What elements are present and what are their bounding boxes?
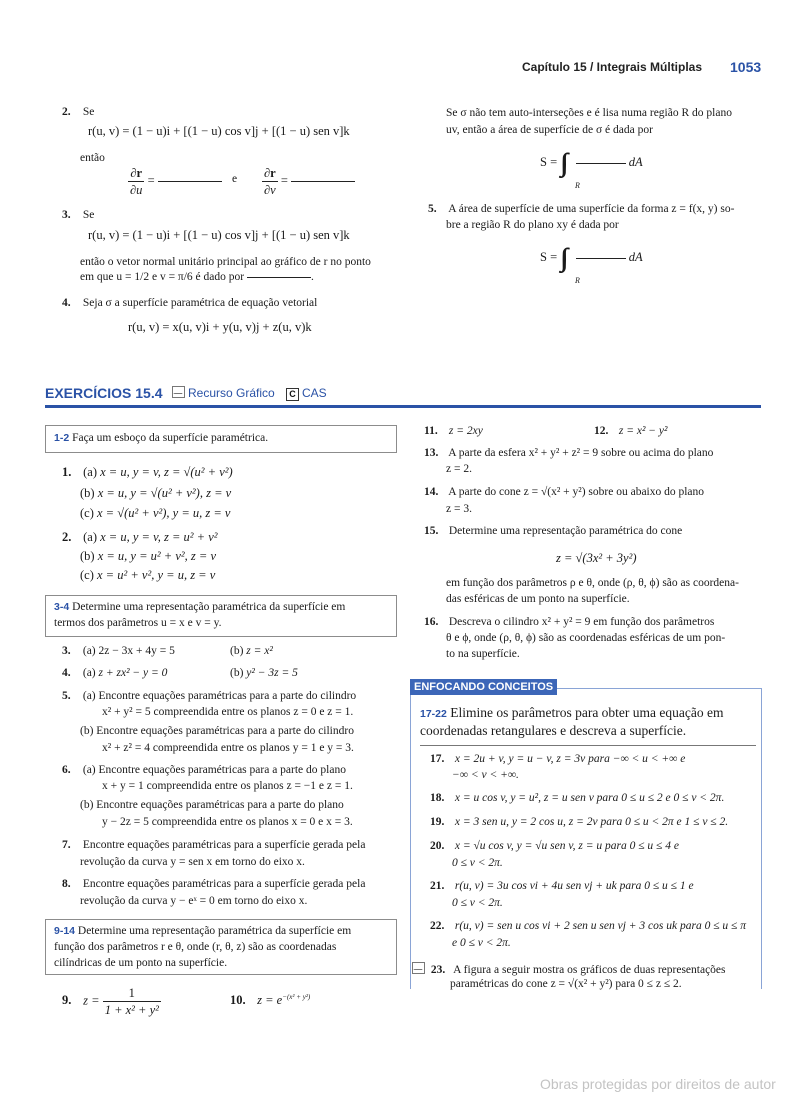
text-line: Encontre equações paramétricas para a parte do cilindro	[98, 690, 357, 702]
double-integral-icon: ∫∫	[560, 243, 563, 272]
instruction-text: função dos parâmetros r e θ, onde (r, θ, z) são as coordenadas	[54, 941, 337, 953]
instruction-content: Elimine os parâmetros para obter uma equação em	[450, 705, 724, 720]
item-number: 4.	[62, 297, 71, 309]
equation: z = x² − y²	[618, 425, 668, 437]
text-line: to na superfície.	[446, 648, 520, 660]
text-line: revolução da curva y = sen x em torno do eixo x.	[80, 856, 305, 868]
vector-equation: r(u, v) = (1 − u)i + [(1 − u) cos v]j + [(1 − u) sen v]k	[88, 124, 350, 138]
exercise-range: 17-22	[420, 708, 447, 720]
double-integral-icon: ∫∫	[560, 148, 563, 177]
instruction-text	[54, 432, 268, 444]
exercise-2c	[80, 568, 215, 583]
exercise-range: 9-14	[54, 925, 76, 937]
graphic-resource-legend	[172, 386, 275, 400]
focus-instruction: coordenadas retangulares e descreva a superfície.	[420, 723, 687, 738]
quick-check-5	[428, 203, 734, 215]
exercise-number: 5.	[62, 690, 71, 702]
item-number: 2.	[62, 106, 71, 118]
vector-equation: r(u, v) = x(u, v)i + y(u, v)j + z(u, v)k	[128, 320, 312, 334]
exercise-11	[424, 425, 483, 437]
exercise-22	[430, 920, 746, 932]
instruction-text: cilíndricas de um ponto na superfície.	[54, 957, 228, 969]
text-line: Determine uma representação paramétrica do cone	[448, 525, 683, 537]
exercise-number: 2.	[62, 530, 72, 544]
instruction-content: Determine uma representação paramétrica da superfície em	[72, 601, 346, 613]
exercise-number: 20.	[430, 840, 445, 852]
exercise-10	[230, 993, 310, 1008]
item-intro: Seja σ a superfície paramétrica de equação vetorial	[82, 297, 318, 309]
legend-label: Recurso Gráfico	[188, 386, 275, 400]
equation: x = u, y = v, z = √(u² + v²)	[100, 465, 233, 479]
exercise-range: 3-4	[54, 601, 70, 613]
text-line: 0 ≤ v < 2π.	[452, 857, 503, 869]
part-label: (b)	[80, 799, 94, 811]
exercise-number: 16.	[424, 616, 439, 628]
page-number: 1053	[730, 59, 762, 75]
exercise-range: 1-2	[54, 432, 70, 444]
part-label: (b)	[80, 549, 95, 563]
answer-blank	[247, 277, 311, 278]
quick-check-2	[62, 106, 94, 118]
exercise-number: 13.	[424, 447, 439, 459]
text-line: bre a região R do plano xy é dada por	[446, 219, 619, 231]
equation: y² − 3z = 5	[246, 667, 298, 679]
text-line: em que u = 1/2 e v = π/6 é dado por .	[80, 271, 314, 283]
exercise-3	[62, 645, 175, 657]
text-line: revolução da curva y − eˣ = 0 em torno do eixo x.	[80, 895, 308, 907]
part-label: (c)	[80, 568, 94, 582]
exercise-4b	[230, 667, 298, 679]
numerator: 1	[103, 985, 161, 1002]
text-line: Encontre equações paramétricas para a superfície gerada pela	[82, 878, 366, 890]
part-label: (a)	[82, 667, 96, 679]
section-divider	[45, 405, 761, 408]
answer-blank	[158, 181, 222, 182]
exercise-13	[424, 447, 713, 459]
graph-icon	[412, 962, 425, 974]
part-label: (b)	[230, 645, 244, 657]
exercise-9	[62, 985, 161, 1018]
exercise-15	[424, 525, 682, 537]
focus-instruction	[420, 705, 724, 721]
exercise-3b	[230, 645, 273, 657]
exercise-16	[424, 616, 714, 628]
exercise-number: 10.	[230, 993, 246, 1007]
item-intro: Se	[82, 209, 95, 221]
exercise-19	[430, 816, 728, 828]
exercise-6b	[80, 799, 344, 811]
graph-icon	[172, 386, 185, 398]
text-line: e 0 ≤ v < 2π.	[452, 937, 511, 949]
text-line: x² + z² = 4 compreendida entre os planos y = 1 e y = 3.	[102, 742, 354, 754]
exercise-23	[412, 962, 726, 976]
instruction-box	[45, 919, 397, 975]
exponent: −(x² + y²)	[282, 993, 311, 1001]
exercise-number: 9.	[62, 993, 72, 1008]
instruction-content: Faça um esboço da superfície paramétrica.	[72, 432, 269, 444]
exercise-2a	[62, 530, 218, 545]
exercise-1a	[62, 465, 233, 480]
instruction-box	[45, 595, 397, 637]
text-line: então o vetor normal unitário principal ao gráfico de r no ponto	[80, 256, 371, 268]
exercise-5a	[62, 690, 356, 702]
part-label: (c)	[80, 506, 94, 520]
partial-u-blank: $\frac{\partial r}{\partial u}$ =	[128, 165, 222, 198]
text-line: A área de superfície de uma superfície da forma z = f(x, y) so-	[448, 203, 735, 215]
text-line: Encontre equações paramétricas para a parte do plano	[96, 799, 344, 811]
vector-equation: r(u, v) = (1 − u)i + [(1 − u) cos v]j + [(1 − u) sen v]k	[88, 228, 350, 242]
exercise-number: 4.	[62, 667, 71, 679]
item-number: 5.	[428, 203, 437, 215]
formula-rhs: dA	[628, 249, 643, 264]
region-label: R	[575, 276, 580, 285]
text-line: x = √u cos v, y = √u sen v, z = u para 0 ≤ u ≤ 4 e	[454, 840, 679, 852]
text-line: A figura a seguir mostra os gráficos de duas representações	[453, 964, 726, 976]
exercise-number: 1.	[62, 465, 72, 479]
exercise-number: 14.	[424, 486, 439, 498]
answer-blank	[576, 163, 626, 164]
text-line: paramétricas do cone z = √(x² + y²) para 0 ≤ z ≤ 2.	[450, 978, 682, 990]
region-label: R	[575, 181, 580, 190]
exercise-14	[424, 486, 704, 498]
running-head: Capítulo 15 / Integrais Múltiplas	[522, 60, 703, 74]
exercise-number: 8.	[62, 878, 71, 890]
text-line: Encontre equações paramétricas para a superfície gerada pela	[82, 839, 366, 851]
equation: z = e	[257, 993, 283, 1007]
partial-fraction: $\frac{\partial r}{\partial u}$	[130, 166, 143, 197]
text-line: A parte do cone z = √(x² + y²) sobre ou abaixo do plano	[448, 486, 705, 498]
text-line: x = 3 sen u, y = 2 cos u, z = 2v para 0 ≤ u < 2π e 1 ≤ v ≤ 2.	[454, 816, 729, 828]
text-line: Se σ não tem auto-interseções e é lisa numa região R do plano	[446, 107, 732, 119]
part-label: (b)	[80, 725, 94, 737]
part-label: (b)	[230, 667, 244, 679]
part-label: (a)	[83, 530, 97, 544]
instruction-text: termos dos parâmetros u = x e v = y.	[54, 617, 222, 629]
exercise-number: 12.	[594, 425, 609, 437]
copyright-watermark: Obras protegidas por direitos de autor	[540, 1076, 776, 1092]
item-intro: Se	[82, 106, 95, 118]
part-label: (b)	[80, 486, 95, 500]
exercise-18	[430, 792, 724, 804]
instruction-content: Determine uma representação paramétrica da superfície em	[77, 925, 352, 937]
cas-legend	[286, 386, 327, 401]
quick-check-3	[62, 209, 94, 221]
exercise-number: 17.	[430, 753, 445, 765]
exercise-1c	[80, 506, 230, 521]
exercise-2b	[80, 549, 216, 564]
exercise-number: 23.	[430, 964, 446, 976]
text-line: r(u, v) = sen u cos vi + 2 sen u sen vj + 3 cos uk para 0 ≤ u ≤ π	[454, 920, 746, 932]
item-number: 3.	[62, 209, 71, 221]
equation: x = u, y = v, z = u² + v²	[100, 530, 218, 544]
equation: z = x²	[246, 645, 273, 657]
answer-blank	[576, 258, 626, 259]
exercise-number: 19.	[430, 816, 445, 828]
focus-concepts-tag: ENFOCANDO CONCEITOS	[410, 679, 557, 695]
exercise-5b	[80, 725, 354, 737]
exercise-number: 7.	[62, 839, 71, 851]
text-line: z = 2.	[446, 463, 472, 475]
equation: z = 2xy	[448, 425, 483, 437]
exercise-20	[430, 840, 679, 852]
connector: e	[232, 173, 238, 185]
answer-blank	[291, 181, 355, 182]
cas-icon: C	[286, 388, 299, 401]
section-title: EXERCÍCIOS 15.4	[45, 385, 163, 401]
surface-area-formula	[540, 243, 643, 273]
text-line: y − 2z = 5 compreendida entre os planos x = 0 e x = 3.	[102, 816, 353, 828]
partial-v-blank: $\frac{\partial r}{\partial v}$ =	[262, 165, 355, 198]
exercise-number: 22.	[430, 920, 445, 932]
text-line: z = 3.	[446, 503, 472, 515]
equation: x = u² + v², y = u, z = v	[97, 568, 216, 582]
text-line: x = u cos v, y = u², z = u sen v para 0 ≤ u ≤ 2 e 0 ≤ v < 2π.	[454, 792, 725, 804]
text-line: 0 ≤ v < 2π.	[452, 897, 503, 909]
exercise-6a	[62, 764, 346, 776]
exercise-21	[430, 880, 694, 892]
exercise-7	[62, 839, 365, 851]
text-line-content: em que u = 1/2 e v = π/6 é dado por	[80, 271, 245, 283]
denominator: 1 + x² + y²	[104, 1003, 159, 1017]
text-line: em função dos parâmetros ρ e θ, onde (ρ, θ, ϕ) são as coordena-	[446, 577, 739, 589]
instruction-text	[54, 925, 351, 937]
exercise-number: 3.	[62, 645, 71, 657]
text-then: então	[80, 152, 105, 164]
text-line: Encontre equações paramétricas para a parte do plano	[98, 764, 346, 776]
equation: 2z − 3x + 4y = 5	[98, 645, 175, 657]
formula-rhs: dA	[628, 154, 643, 169]
exercise-8	[62, 878, 365, 890]
text-line: θ e ϕ, onde (ρ, θ, ϕ) são as coordenadas esféricas de um pon-	[446, 632, 726, 644]
exercise-12	[594, 425, 667, 437]
text-line: r(u, v) = 3u cos vi + 4u sen vj + uk para 0 ≤ u ≤ 1 e	[454, 880, 694, 892]
text-line: Descreva o cilindro x² + y² = 9 em função dos parâmetros	[448, 616, 715, 628]
equation-lhs: z =	[83, 993, 100, 1008]
exercise-1b	[80, 486, 231, 501]
text-line: uv, então a área de superfície de σ é dada por	[446, 124, 653, 136]
text-line: x + y = 1 compreendida entre os planos z = −1 e z = 1.	[102, 780, 353, 792]
text-line: das esféricas de um ponto na superfície.	[446, 593, 630, 605]
part-label: (a)	[82, 690, 96, 702]
exercise-number: 6.	[62, 764, 71, 776]
text-line: A parte da esfera x² + y² + z² = 9 sobre ou acima do plano	[448, 447, 714, 459]
fraction	[103, 985, 161, 1018]
formula-lhs: S =	[540, 154, 558, 169]
part-label: (a)	[83, 465, 97, 479]
cone-equation: z = √(3x² + 3y²)	[556, 551, 637, 565]
equation: x = u, y = √(u² + v²), z = v	[97, 486, 232, 500]
instruction-text	[54, 601, 345, 613]
legend-label: CAS	[302, 386, 327, 400]
surface-area-formula	[540, 148, 643, 178]
text-line: x² + y² = 5 compreendida entre os planos z = 0 e z = 1.	[102, 706, 354, 718]
text-line: −∞ < v < +∞.	[452, 769, 519, 781]
exercise-number: 18.	[430, 792, 445, 804]
part-label: (a)	[82, 645, 96, 657]
equation: x = √(u² + v²), y = u, z = v	[97, 506, 231, 520]
text-line: x = 2u + v, y = u − v, z = 3v para −∞ < u < +∞ e	[454, 753, 686, 765]
exercise-number: 15.	[424, 525, 439, 537]
quick-check-4	[62, 297, 317, 309]
equation: z + zx² − y = 0	[98, 667, 168, 679]
exercise-17	[430, 753, 685, 765]
exercise-number: 21.	[430, 880, 445, 892]
equation: x = u, y = u² + v², z = v	[97, 549, 216, 563]
part-label: (a)	[82, 764, 96, 776]
focus-divider	[420, 745, 756, 746]
instruction-box	[45, 425, 397, 453]
exercise-number: 11.	[424, 425, 438, 437]
partial-fraction: $\frac{\partial r}{\partial v}$	[264, 166, 276, 197]
formula-lhs: S =	[540, 249, 558, 264]
text-line: Encontre equações paramétricas para a parte do cilindro	[96, 725, 354, 737]
exercise-4	[62, 667, 167, 679]
